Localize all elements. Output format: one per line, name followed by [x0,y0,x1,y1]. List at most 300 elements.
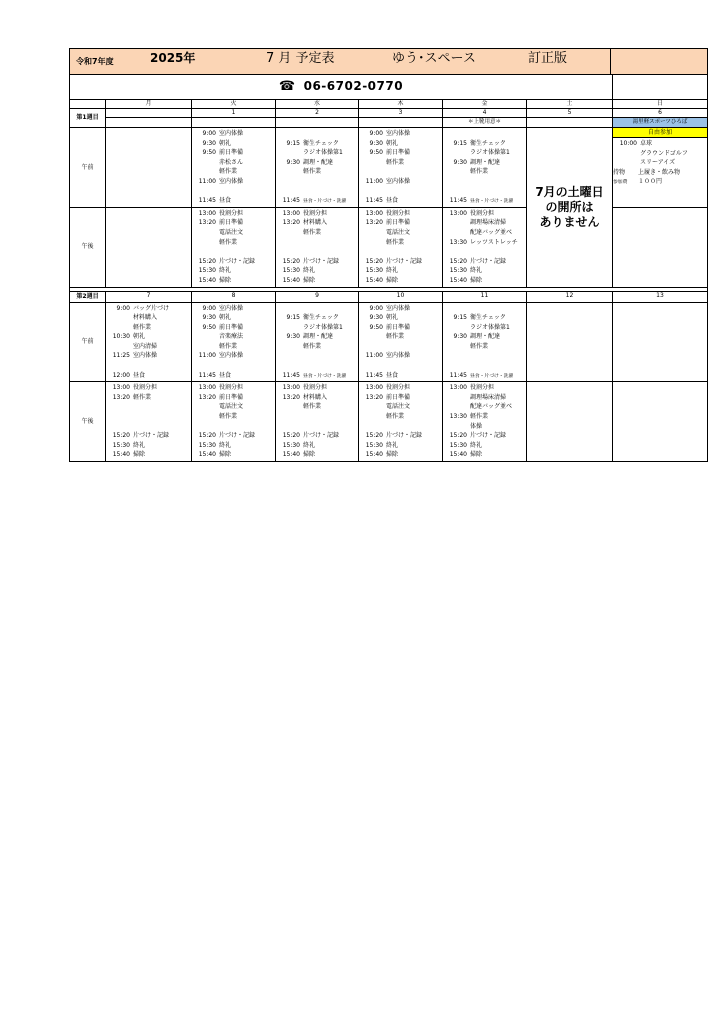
schedule-line [363,323,441,333]
schedule-line [280,402,357,412]
activity-label: 調理場床清掃 [470,219,507,227]
phone-number: 06-6702-0770 [303,79,404,94]
title-row [70,49,708,75]
activity-label: 昼食・片づけ・洗濯 [303,373,347,379]
schedule-line [280,323,357,333]
time-label: 15:30 [365,267,383,275]
time-label: 13:00 [282,384,300,392]
activity-label: 役割分担 [386,209,411,217]
time-label: 13:30 [449,238,467,246]
activity-label: 片づけ・記録 [219,432,256,440]
activity-label: 役割分担 [303,209,328,217]
activity-label: 軽作業 [470,342,489,350]
schedule-line [280,393,357,403]
schedule-line [363,139,441,149]
activity-label: 室内体操 [133,352,158,360]
time-label: 15:30 [198,267,216,275]
activity-label: ラジオ体操第1 [470,323,510,331]
time-label: 9:15 [286,314,300,322]
schedule-line [196,441,274,451]
weekday-tue: 火 [192,100,276,109]
activity-label: 調理場床清掃 [470,393,507,401]
time-label: 15:20 [112,432,130,440]
schedule-line [280,383,357,393]
activity-label: 衛生チェック [470,139,506,147]
schedule-line [196,187,274,197]
time-label: 15:30 [112,441,130,449]
activity-label: 朝礼 [133,333,146,341]
activity-label: 終礼 [219,441,232,449]
w1-thu-am [359,128,443,208]
w2-sat-pm [527,382,613,462]
date-cell: 6 [613,109,708,118]
schedule-line [447,158,525,168]
date-cell: 3 [359,109,443,118]
schedule-line [363,313,441,323]
w1-fri-am [443,128,527,208]
activity-label: １００円 [638,178,663,186]
activity-label: 朝礼 [219,139,232,147]
tel-row [70,75,708,100]
schedule-line [447,148,525,158]
schedule-line [196,129,274,139]
activity-label: 電話注文 [219,403,244,411]
time-label: 15:20 [198,432,216,440]
schedule-line [280,371,357,381]
activity-label: 終礼 [470,267,483,275]
schedule-line [447,323,525,333]
activity-label: 役割分担 [219,209,244,217]
schedule-line [110,371,190,381]
schedule-line [110,412,190,422]
schedule-line [280,266,357,276]
time-label: 11:45 [198,371,216,379]
time-label: 11:45 [282,371,300,379]
schedule-line [196,332,274,342]
activity-label: 終礼 [303,267,316,275]
activity-label: 朝礼 [386,139,399,147]
activity-label: 軽作業 [303,228,322,236]
w1-tue-pm [192,207,276,287]
activity-label: 軽作業 [386,158,405,166]
schedule-line [280,450,357,460]
activity-label: 軽作業 [303,342,322,350]
schedule-line [196,304,274,314]
schedule-line [196,422,274,432]
schedule-line [447,129,525,139]
activity-label: 片づけ・記録 [470,432,507,440]
schedule-line [447,196,525,206]
schedule-line [196,158,274,168]
schedule-line [196,209,274,219]
time-label: 13:00 [198,384,216,392]
w2-sat-am [527,302,613,382]
schedule-line [447,450,525,460]
week1-date-row [70,109,708,118]
activity-label: バッグ片づけ [133,304,170,312]
activity-label: 室内清掃 [133,342,158,350]
schedule-line [280,313,357,323]
fri-note: ＊上靴用意＊ [443,118,527,128]
activity-label: 役割分担 [386,384,411,392]
schedule-line [447,393,525,403]
time-label: 9:00 [202,304,216,312]
schedule-line [280,431,357,441]
schedule-line [280,276,357,286]
w1-fri-pm [443,207,527,287]
schedule-line [447,412,525,422]
week1-note-row [70,118,708,128]
schedule-line [280,158,357,168]
sat-note-line: 7月の土曜日 [535,184,604,199]
schedule-sheet [69,48,707,462]
activity-label: 室内体操 [219,352,244,360]
time-label: 13:20 [365,219,383,227]
time-label: 15:30 [198,441,216,449]
time-label: 15:20 [365,257,383,265]
schedule-line [280,177,357,187]
time-label: 11:00 [365,352,383,360]
activity-label: レッツストレッチ [470,238,518,246]
weekday-fri: 金 [443,100,527,109]
schedule-table [69,48,708,462]
schedule-line [110,342,190,352]
week2-am-row [70,302,708,382]
schedule-line [196,342,274,352]
schedule-line [447,351,525,361]
activity-label: 朝礼 [219,314,232,322]
schedule-line [447,313,525,323]
date-cell: 9 [276,291,359,302]
schedule-line [196,383,274,393]
week1-pm-row [70,207,708,287]
activity-label: 衛生チェック [303,314,339,322]
time-label: 9:30 [369,314,383,322]
activity-label: 掃除 [133,451,146,459]
activity-label: 調理・配達 [470,158,501,166]
schedule-line [280,441,357,451]
pm-label: 午後 [70,382,106,462]
activity-label: 室内体操 [386,352,411,360]
time-label: 15:30 [365,441,383,449]
am-label: 午前 [70,302,106,382]
activity-label: 室内体操 [219,304,244,312]
w2-mon-pm [106,382,192,462]
schedule-line [280,412,357,422]
schedule-line [110,431,190,441]
schedule-line [363,196,441,206]
w2-sun-pm [613,382,708,462]
w2-wed-pm [276,382,359,462]
time-label: 9:15 [453,314,467,322]
date-cell: 4 [443,109,527,118]
schedule-line [280,218,357,228]
time-label: 13:00 [112,384,130,392]
schedule-line [363,148,441,158]
activity-label: 片づけ・記録 [303,257,340,265]
activity-label: 軽作業 [386,413,405,421]
time-label: 11:45 [449,197,467,205]
schedule-line [363,187,441,197]
activity-label: 軽作業 [219,413,238,421]
time-label: 15:20 [282,432,300,440]
schedule-line [280,129,357,139]
time-label: 11:00 [365,177,383,185]
schedule-line [363,247,441,257]
am-label: 午前 [70,128,106,208]
time-label: 参加費 [613,180,628,186]
era-label: 令和7年度 [76,57,114,66]
activity-label: 軽作業 [219,342,238,350]
schedule-line [110,422,190,432]
schedule-line [110,393,190,403]
w2-thu-pm [359,382,443,462]
time-label: 15:40 [282,276,300,284]
schedule-line [196,196,274,206]
time-label: 11:00 [198,177,216,185]
activity-label: スリーアイズ [640,159,676,167]
time-label: 10:00 [619,140,637,147]
schedule-line [196,431,274,441]
activity-label: 赤松さん [219,158,244,166]
schedule-line [196,351,274,361]
schedule-line [280,238,357,248]
activity-label: 片づけ・記録 [470,257,507,265]
schedule-line [363,158,441,168]
activity-label: 軽作業 [219,168,238,176]
schedule-line [110,383,190,393]
pm-label: 午後 [70,207,106,287]
activity-label: 終礼 [386,441,399,449]
activity-label: 掃除 [219,276,232,284]
activity-label: 掃除 [303,451,316,459]
weekday-thu: 木 [359,100,443,109]
schedule-line [363,167,441,177]
time-label: 9:00 [116,304,130,312]
schedule-line [196,247,274,257]
time-label: 13:20 [198,219,216,227]
activity-label: 役割分担 [133,384,158,392]
date-cell: 8 [192,291,276,302]
schedule-line [280,304,357,314]
saturday-notice [527,128,613,288]
schedule-line [363,441,441,451]
schedule-line [447,361,525,371]
time-label: 13:20 [282,219,300,227]
schedule-line [196,266,274,276]
schedule-line [280,167,357,177]
date-cell: 5 [527,109,613,118]
week1-label: 第1週目 [70,109,106,128]
date-cell: 12 [527,291,613,302]
time-label: 9:50 [202,323,216,331]
activity-label: 掃除 [303,276,316,284]
time-label: 9:30 [369,139,383,147]
activity-label: ラジオ体操第1 [303,149,343,157]
activity-label: 片づけ・記録 [386,257,423,265]
schedule-line [280,139,357,149]
activity-label: ラジオ体操第1 [470,149,510,157]
activity-label: 前日準備 [219,219,244,227]
activity-label: 室内体操 [386,177,411,185]
w1-wed-am [276,128,359,208]
date-cell [106,109,192,118]
time-label: 13:30 [449,413,467,421]
activity-label: 終礼 [133,441,146,449]
time-label: 9:30 [202,314,216,322]
schedule-line [447,266,525,276]
activity-label: 軽作業 [386,333,405,341]
schedule-line [196,228,274,238]
time-label: 13:00 [365,384,383,392]
schedule-line [280,342,357,352]
w1-sun-pm [613,207,708,287]
time-label: 9:00 [369,304,383,312]
schedule-line [617,149,706,159]
activity-label: 材料購入 [303,219,328,227]
schedule-line [447,187,525,197]
schedule-line [447,257,525,267]
schedule-line [196,402,274,412]
schedule-line [363,450,441,460]
schedule-line [363,238,441,248]
week2-pm-row [70,382,708,462]
schedule-line [363,351,441,361]
schedule-line [447,383,525,393]
weekday-wed: 水 [276,100,359,109]
activity-label: 軽作業 [303,168,322,176]
date-cell: 10 [359,291,443,302]
time-label: 9:30 [453,333,467,341]
activity-label: 昼食 [219,197,232,205]
time-label: 13:00 [449,209,467,217]
time-label: 11:45 [282,197,300,205]
activity-label: 上履き・飲み物 [638,168,681,176]
activity-label: 音楽療法 [219,333,244,341]
schedule-line [363,412,441,422]
schedule-line [363,402,441,412]
schedule-line [447,422,525,432]
time-label: 13:20 [282,393,300,401]
weekday-row [70,100,708,109]
time-label: 11:45 [198,197,216,205]
schedule-line [280,196,357,206]
weekday-sat: 土 [527,100,613,109]
time-label: 15:40 [365,451,383,459]
schedule-line [196,148,274,158]
title-divider [610,49,611,74]
activity-label: 軽作業 [219,238,238,246]
time-label: 13:20 [112,393,130,401]
schedule-line [110,304,190,314]
activity-label: 昼食・片づけ・洗濯 [470,199,514,205]
schedule-line [363,228,441,238]
activity-label: 卓球 [640,140,653,147]
w2-fri-am [443,302,527,382]
activity-label: 調理・配達 [470,333,501,341]
time-label: 15:30 [282,441,300,449]
w1-sun-am [613,128,708,208]
time-label: 15:40 [198,451,216,459]
schedule-line [280,228,357,238]
schedule-line [280,209,357,219]
schedule-line [363,383,441,393]
time-label: 9:30 [286,333,300,341]
activity-label: 掃除 [386,451,399,459]
schedule-line [110,402,190,412]
activity-label: 室内体操 [386,130,411,137]
sat-note-line: の開所は [545,199,594,214]
activity-label: 配達バッグ並べ [470,228,513,236]
w2-sun-am [613,302,708,382]
sun-activities [613,138,707,187]
activity-label: 室内体操 [386,304,411,312]
schedule-line [196,412,274,422]
schedule-line [196,218,274,228]
schedule-line [363,177,441,187]
time-label: 13:20 [198,393,216,401]
time-label: 9:15 [286,139,300,147]
schedule-line [280,422,357,432]
sat-note-line: ありません [539,214,600,229]
year-label: 2025年 [150,51,196,65]
time-label: 13:00 [282,209,300,217]
activity-label: 体操 [470,422,483,430]
time-label: 15:20 [282,257,300,265]
activity-label: 終礼 [219,267,232,275]
activity-label: 掃除 [470,451,483,459]
schedule-line [196,450,274,460]
schedule-line [110,450,190,460]
schedule-line [447,431,525,441]
date-cell: 7 [106,291,192,302]
schedule-line [196,393,274,403]
w2-tue-am [192,302,276,382]
phone-icon: ☎ [278,79,296,95]
activity-label: 前日準備 [219,149,244,157]
activity-label: 前日準備 [386,323,411,331]
activity-label: 軽作業 [133,393,152,401]
schedule-line [447,139,525,149]
date-cell: 2 [276,109,359,118]
activity-label: 役割分担 [303,384,328,392]
time-label: 9:00 [369,130,383,137]
schedule-line [447,228,525,238]
time-label: 持物 [613,168,626,176]
schedule-line [110,332,190,342]
time-label: 15:20 [449,257,467,265]
activity-label: 軽作業 [133,323,152,331]
activity-label: 掃除 [470,276,483,284]
schedule-line [617,158,706,168]
activity-label: 材料購入 [303,393,328,401]
month-title: 7 月 予定表 [266,51,335,66]
activity-label: 配達バッグ並べ [470,403,513,411]
schedule-line [196,177,274,187]
activity-label: 前日準備 [386,393,411,401]
schedule-line [447,441,525,451]
schedule-line [363,218,441,228]
schedule-line [196,238,274,248]
time-label: 15:30 [449,267,467,275]
schedule-line [110,313,190,323]
activity-label: 軽作業 [470,413,489,421]
sun-event-title: 湯里軽スポーツひろば [613,118,708,128]
w2-mon-am [106,302,192,382]
time-label: 15:30 [282,267,300,275]
schedule-line [363,332,441,342]
schedule-line [447,304,525,314]
